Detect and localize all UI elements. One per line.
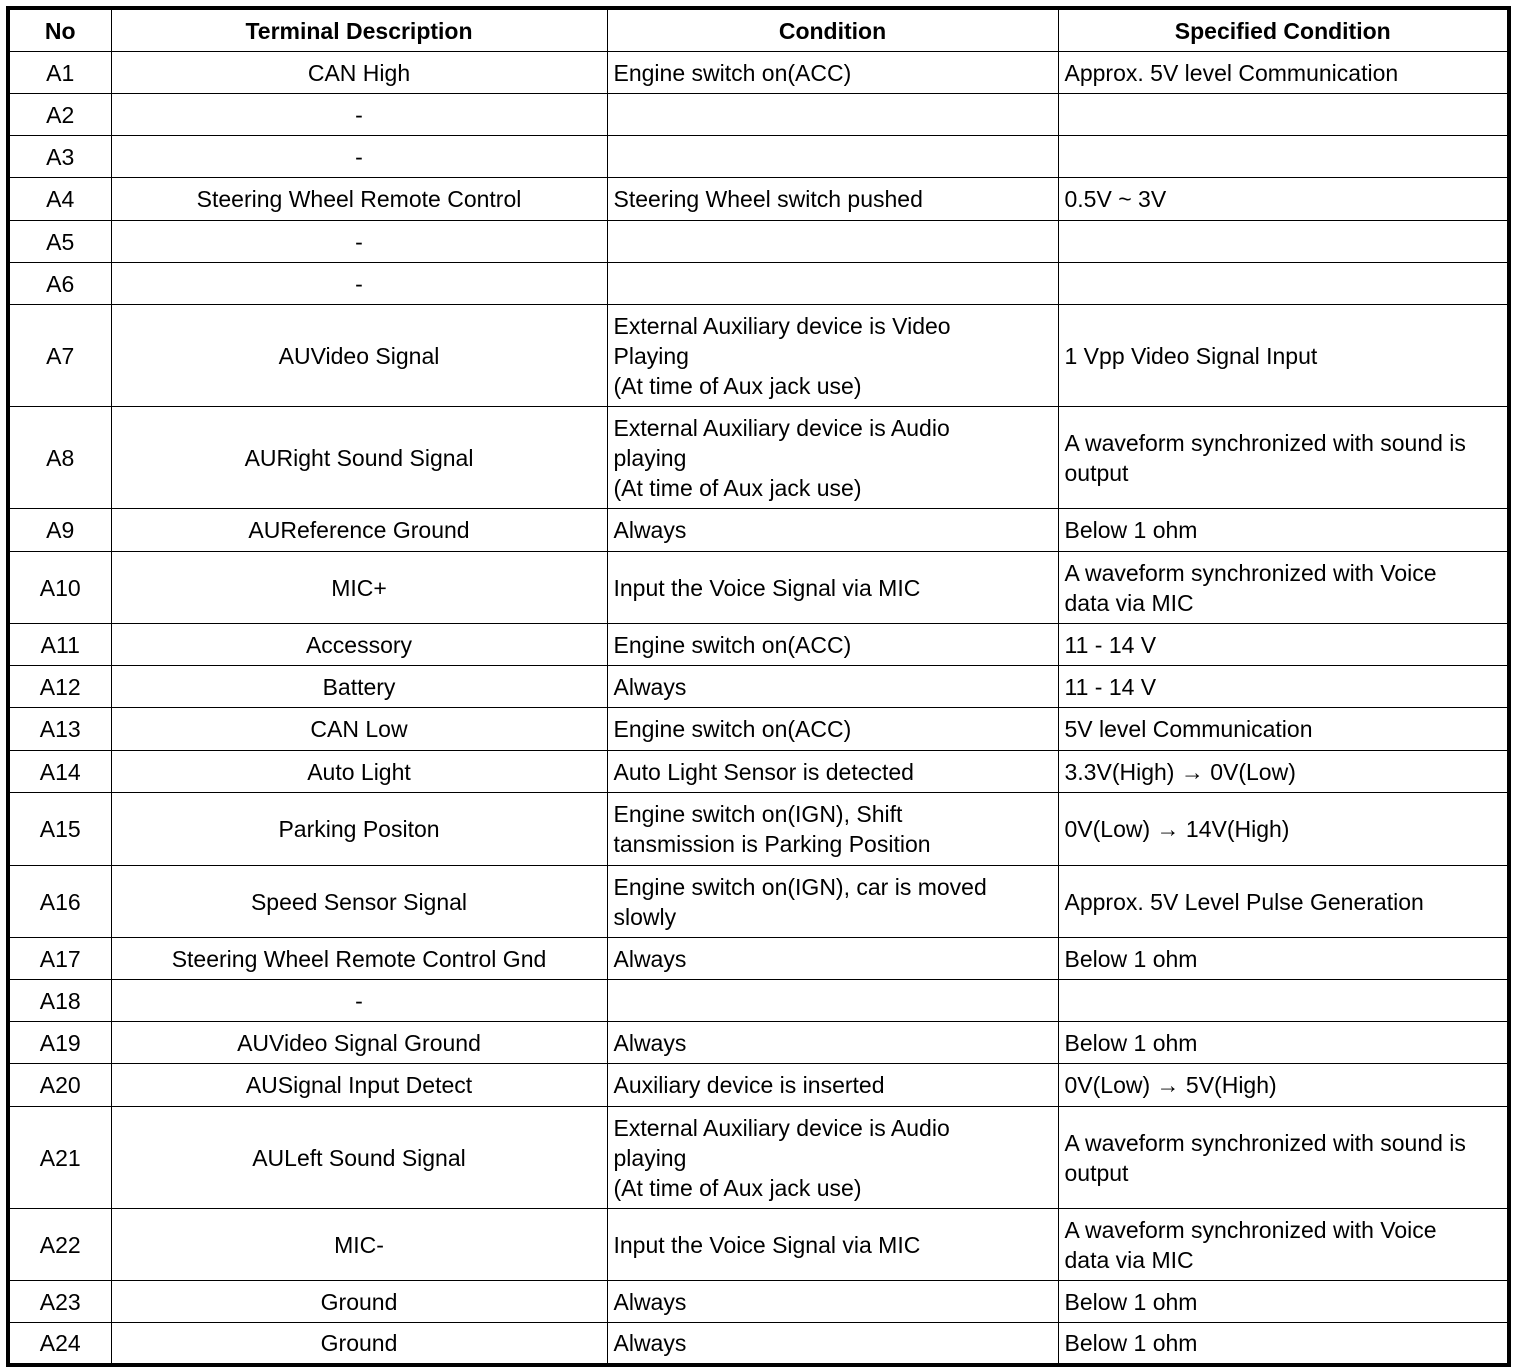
cell-desc: AULeft Sound Signal (111, 1107, 607, 1209)
header-no: No (8, 8, 111, 52)
cell-spec: A waveform synchronized with sound is output (1058, 1107, 1509, 1209)
cell-desc: - (111, 94, 607, 136)
cell-no: A4 (8, 178, 111, 221)
cell-spec: 11 - 14 V (1058, 666, 1509, 708)
cell-desc: AURight Sound Signal (111, 407, 607, 509)
table-row (8, 980, 1509, 1022)
cell-spec: 0V(Low) → 5V(High) (1058, 1064, 1509, 1107)
cell-desc: AUVideo Signal Ground (111, 1022, 607, 1064)
cell-cond (607, 263, 1058, 305)
cell-cond: Engine switch on(IGN), car is moved slowly (607, 866, 1058, 938)
cell-desc: Battery (111, 666, 607, 708)
cell-spec (1058, 94, 1509, 136)
cell-cond: External Auxiliary device is Video Playing (At time of Aux jack use) (607, 305, 1058, 407)
cell-no: A9 (8, 509, 111, 552)
cell-no: A2 (8, 94, 111, 136)
cell-no: A7 (8, 305, 111, 407)
cell-spec: A waveform synchronized with Voice data via MIC (1058, 1209, 1509, 1281)
cell-spec: Approx. 5V Level Pulse Generation (1058, 866, 1509, 938)
cell-no: A17 (8, 938, 111, 980)
cell-spec: A waveform synchronized with sound is output (1058, 407, 1509, 509)
cell-no: A21 (8, 1107, 111, 1209)
table-row (8, 52, 1509, 94)
table-row (8, 136, 1509, 178)
cell-cond: Engine switch on(IGN), Shift tansmission is Parking Position (607, 793, 1058, 866)
cell-no: A22 (8, 1209, 111, 1281)
cell-desc: MIC- (111, 1209, 607, 1281)
cell-no: A1 (8, 52, 111, 94)
cell-desc: AUVideo Signal (111, 305, 607, 407)
cell-desc: Ground (111, 1323, 607, 1365)
cell-no: A3 (8, 136, 111, 178)
cell-cond: Engine switch on(ACC) (607, 624, 1058, 666)
cell-spec: 5V level Communication (1058, 708, 1509, 751)
table-row (8, 1064, 1509, 1107)
cell-desc: AUSignal Input Detect (111, 1064, 607, 1107)
header-specified-condition: Specified Condition (1058, 8, 1509, 52)
cell-no: A11 (8, 624, 111, 666)
cell-desc: Parking Positon (111, 793, 607, 866)
cell-no: A18 (8, 980, 111, 1022)
cell-desc: CAN High (111, 52, 607, 94)
cell-spec: Below 1 ohm (1058, 1281, 1509, 1323)
cell-spec: Below 1 ohm (1058, 1022, 1509, 1064)
cell-no: A8 (8, 407, 111, 509)
table-row (8, 624, 1509, 666)
cell-no: A24 (8, 1323, 111, 1365)
cell-desc: - (111, 136, 607, 178)
table-row (8, 94, 1509, 136)
cell-spec: 0V(Low) → 14V(High) (1058, 793, 1509, 866)
cell-spec: 1 Vpp Video Signal Input (1058, 305, 1509, 407)
cell-cond (607, 221, 1058, 263)
cell-no: A12 (8, 666, 111, 708)
cell-spec (1058, 263, 1509, 305)
cell-desc: - (111, 263, 607, 305)
cell-cond: Auxiliary device is inserted (607, 1064, 1058, 1107)
cell-cond: Always (607, 1281, 1058, 1323)
header-terminal-description: Terminal Description (111, 8, 607, 52)
table-row (8, 305, 1509, 407)
header-condition: Condition (607, 8, 1058, 52)
cell-spec (1058, 136, 1509, 178)
table-row (8, 178, 1509, 221)
cell-cond (607, 136, 1058, 178)
table-row (8, 263, 1509, 305)
cell-cond: Auto Light Sensor is detected (607, 751, 1058, 793)
cell-cond: Steering Wheel switch pushed (607, 178, 1058, 221)
table-row (8, 552, 1509, 624)
cell-no: A20 (8, 1064, 111, 1107)
table-row (8, 708, 1509, 751)
cell-spec: 3.3V(High) → 0V(Low) (1058, 751, 1509, 793)
table-row (8, 793, 1509, 866)
table-row (8, 751, 1509, 793)
cell-no: A14 (8, 751, 111, 793)
cell-no: A15 (8, 793, 111, 866)
cell-desc: - (111, 980, 607, 1022)
cell-desc: Speed Sensor Signal (111, 866, 607, 938)
cell-spec: A waveform synchronized with Voice data via MIC (1058, 552, 1509, 624)
cell-spec: Approx. 5V level Communication (1058, 52, 1509, 94)
table-row (8, 938, 1509, 980)
cell-no: A23 (8, 1281, 111, 1323)
table-row (8, 1281, 1509, 1323)
cell-cond (607, 980, 1058, 1022)
table-row (8, 221, 1509, 263)
cell-cond: Input the Voice Signal via MIC (607, 1209, 1058, 1281)
table-row (8, 407, 1509, 509)
cell-no: A16 (8, 866, 111, 938)
cell-no: A10 (8, 552, 111, 624)
cell-spec: 11 - 14 V (1058, 624, 1509, 666)
cell-cond: Always (607, 1323, 1058, 1365)
cell-spec: Below 1 ohm (1058, 938, 1509, 980)
cell-cond: Input the Voice Signal via MIC (607, 552, 1058, 624)
cell-cond: Always (607, 1022, 1058, 1064)
cell-desc: MIC+ (111, 552, 607, 624)
cell-cond: Always (607, 666, 1058, 708)
cell-cond: External Auxiliary device is Audio playing (At time of Aux jack use) (607, 1107, 1058, 1209)
cell-spec (1058, 980, 1509, 1022)
cell-cond: Engine switch on(ACC) (607, 52, 1058, 94)
terminal-table (6, 6, 1511, 1367)
cell-cond: Engine switch on(ACC) (607, 708, 1058, 751)
cell-spec: Below 1 ohm (1058, 1323, 1509, 1365)
cell-no: A19 (8, 1022, 111, 1064)
cell-desc: AUReference Ground (111, 509, 607, 552)
cell-spec: Below 1 ohm (1058, 509, 1509, 552)
cell-cond: Always (607, 509, 1058, 552)
cell-desc: CAN Low (111, 708, 607, 751)
cell-desc: Steering Wheel Remote Control Gnd (111, 938, 607, 980)
table-row (8, 1323, 1509, 1365)
cell-desc: Steering Wheel Remote Control (111, 178, 607, 221)
cell-spec: 0.5V ~ 3V (1058, 178, 1509, 221)
cell-cond (607, 94, 1058, 136)
table-row (8, 866, 1509, 938)
table-row (8, 666, 1509, 708)
cell-no: A6 (8, 263, 111, 305)
header-row (8, 8, 1509, 52)
cell-spec (1058, 221, 1509, 263)
table-row (8, 1209, 1509, 1281)
cell-desc: - (111, 221, 607, 263)
table-row (8, 509, 1509, 552)
cell-desc: Ground (111, 1281, 607, 1323)
cell-cond: Always (607, 938, 1058, 980)
cell-desc: Auto Light (111, 751, 607, 793)
cell-cond: External Auxiliary device is Audio playing (At time of Aux jack use) (607, 407, 1058, 509)
table-row (8, 1022, 1509, 1064)
cell-desc: Accessory (111, 624, 607, 666)
table-row (8, 1107, 1509, 1209)
cell-no: A5 (8, 221, 111, 263)
cell-no: A13 (8, 708, 111, 751)
